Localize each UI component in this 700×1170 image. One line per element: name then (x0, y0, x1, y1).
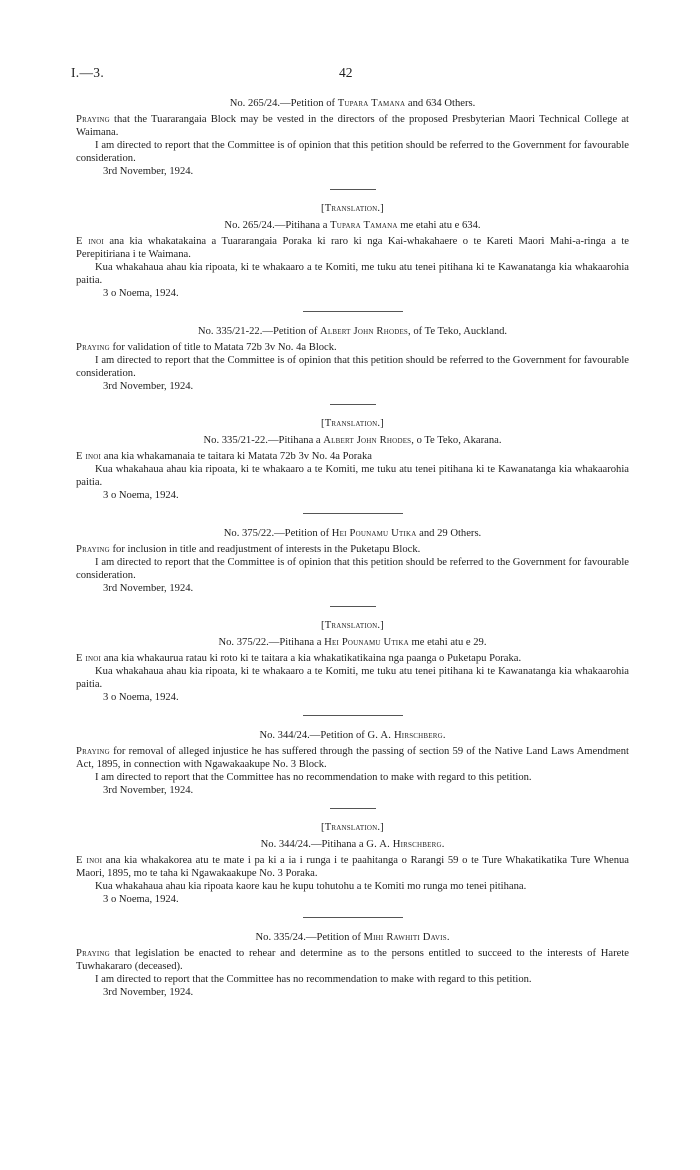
translation-heading: [Translation.] (321, 822, 384, 833)
petition-prayer: Praying for removal of alleged injustice he has suffered through the passing of section 59 of the Native Land Laws Amendment Act, 1895, in connection with Ngawakaakupe No. 3 Block. (76, 746, 629, 770)
section-divider (303, 513, 403, 514)
committee-report: I am directed to report that the Committee has no recommendation to make with regard to this petition. (95, 974, 532, 985)
petition-prayer: Praying for validation of title to Matata 72b 3v No. 4a Block. (76, 342, 337, 353)
section-divider (303, 715, 403, 716)
translation-report: Kua whakahaua ahau kia ripoata, ki te whakaaro a te Komiti, me tuku atu tenei pitihana ki te Kawanatanga kia whakaarohia paitia. (76, 262, 629, 286)
report-date: 3rd November, 1924. (103, 381, 194, 392)
translation-heading: [Translation.] (321, 620, 384, 631)
translation-title: No. 265/24.—Pitihana a Tupara Tamana me etahi atu e 634. (224, 220, 481, 231)
paper-reference: I.—3. (71, 65, 104, 80)
petition-title: No. 335/21-22.—Petition of Albert John Rhodes, of Te Teko, Auckland. (197, 326, 508, 337)
petition-title: No. 265/24.—Petition of Tupara Tamana and 634 Others. (229, 98, 476, 109)
translation-report: Kua whakahaua ahau kia ripoata, ki te whakaaro a te Komiti, me tuku atu tenei pitihana ki te Kawanatanga kia whakaarohia paitia. (76, 666, 629, 690)
petition-335-24 (76, 931, 629, 999)
report-date: 3rd November, 1924. (103, 987, 194, 998)
committee-report: I am directed to report that the Committee has no recommendation to make with regard to this petition. (95, 772, 532, 783)
petition-344-24 (76, 729, 629, 918)
translation-title: No. 375/22.—Pitihana a Hei Pounamu Utika me etahi atu e 29. (218, 637, 487, 648)
petition-375-22 (76, 527, 629, 716)
translation-date: 3 o Noema, 1924. (103, 894, 179, 905)
translation-prayer: E inoi ana kia whakatakaina a Tuararangaia Poraka ki raro ki nga Kai-whakahaere o te Kareti Maori Mahi-a-ringa a te Perepitiriana i te Waimana. (76, 236, 629, 260)
report-date: 3rd November, 1924. (103, 785, 194, 796)
committee-report: I am directed to report that the Committee is of opinion that this petition should be referred to the Government for favourable consideration. (76, 355, 629, 379)
translation-prayer: E inoi ana kia whakaurua ratau ki roto ki te taitara a kia whakatikatikaina nga paanga o Puketapu Poraka. (76, 653, 522, 664)
translation-date: 3 o Noema, 1924. (103, 288, 179, 299)
divider (330, 808, 376, 809)
petition-prayer: Praying for inclusion in title and readjustment of interests in the Puketapu Block. (76, 544, 421, 555)
petition-title: No. 344/24.—Petition of G. A. Hirschberg. (259, 730, 446, 741)
translation-title: No. 344/24.—Pitihana a G. A. Hirschberg. (260, 839, 445, 850)
divider (330, 606, 376, 607)
petitions-content (76, 97, 629, 999)
report-date: 3rd November, 1924. (103, 583, 194, 594)
translation-report: Kua whakahaua ahau kia ripoata kaore kau he kupu tohutohu a te Komiti mo runga mo tenei pitihana. (95, 881, 527, 892)
petition-prayer: Praying that legislation be enacted to rehear and determine as to the persons entitled to succeed to the interests of Harete Tuwhakararo (deceased). (76, 948, 629, 972)
translation-heading: [Translation.] (321, 203, 384, 214)
translation-title: No. 335/21-22.—Pitihana a Albert John Rhodes, o Te Teko, Akarana. (203, 435, 502, 446)
translation-report: Kua whakahaua ahau kia ripoata, ki te whakaaro a te Komiti, me tuku atu tenei pitihana ki te Kawanatanga kia whakaarohia paitia. (76, 464, 629, 488)
committee-report: I am directed to report that the Committee is of opinion that this petition should be referred to the Government for favourable consideration. (76, 557, 629, 581)
divider (330, 404, 376, 405)
page-number: 42 (339, 65, 353, 80)
petition-title: No. 375/22.—Petition of Hei Pounamu Utika and 29 Others. (223, 528, 482, 539)
petition-prayer: Praying that the Tuararangaia Block may be vested in the directors of the proposed Presbyterian Maori Technical College at Waimana. (76, 114, 629, 138)
translation-prayer: E inoi ana kia whakamanaia te taitara ki Matata 72b 3v No. 4a Poraka (76, 451, 373, 462)
petition-265-24 (76, 97, 629, 312)
translation-prayer: E inoi ana kia whakakorea atu te mate i pa ki a ia i runga i te paahitanga o Rarangi 59 o te Ture Whakatikatika Ture Whenua Maori, 1895, mo te taha ki Ngawakaakupe No. 3 Poraka. (76, 855, 629, 879)
committee-report: I am directed to report that the Committee is of opinion that this petition should be referred to the Government for favourable consideration. (76, 140, 629, 164)
divider (330, 189, 376, 190)
translation-heading: [Translation.] (321, 418, 384, 429)
report-date: 3rd November, 1924. (103, 166, 194, 177)
petition-335-21-22 (76, 325, 629, 514)
translation-date: 3 o Noema, 1924. (103, 692, 179, 703)
petition-title: No. 335/24.—Petition of Mihi Rawhiti Davis. (255, 932, 450, 943)
section-divider (303, 311, 403, 312)
section-divider (303, 917, 403, 918)
translation-date: 3 o Noema, 1924. (103, 490, 179, 501)
